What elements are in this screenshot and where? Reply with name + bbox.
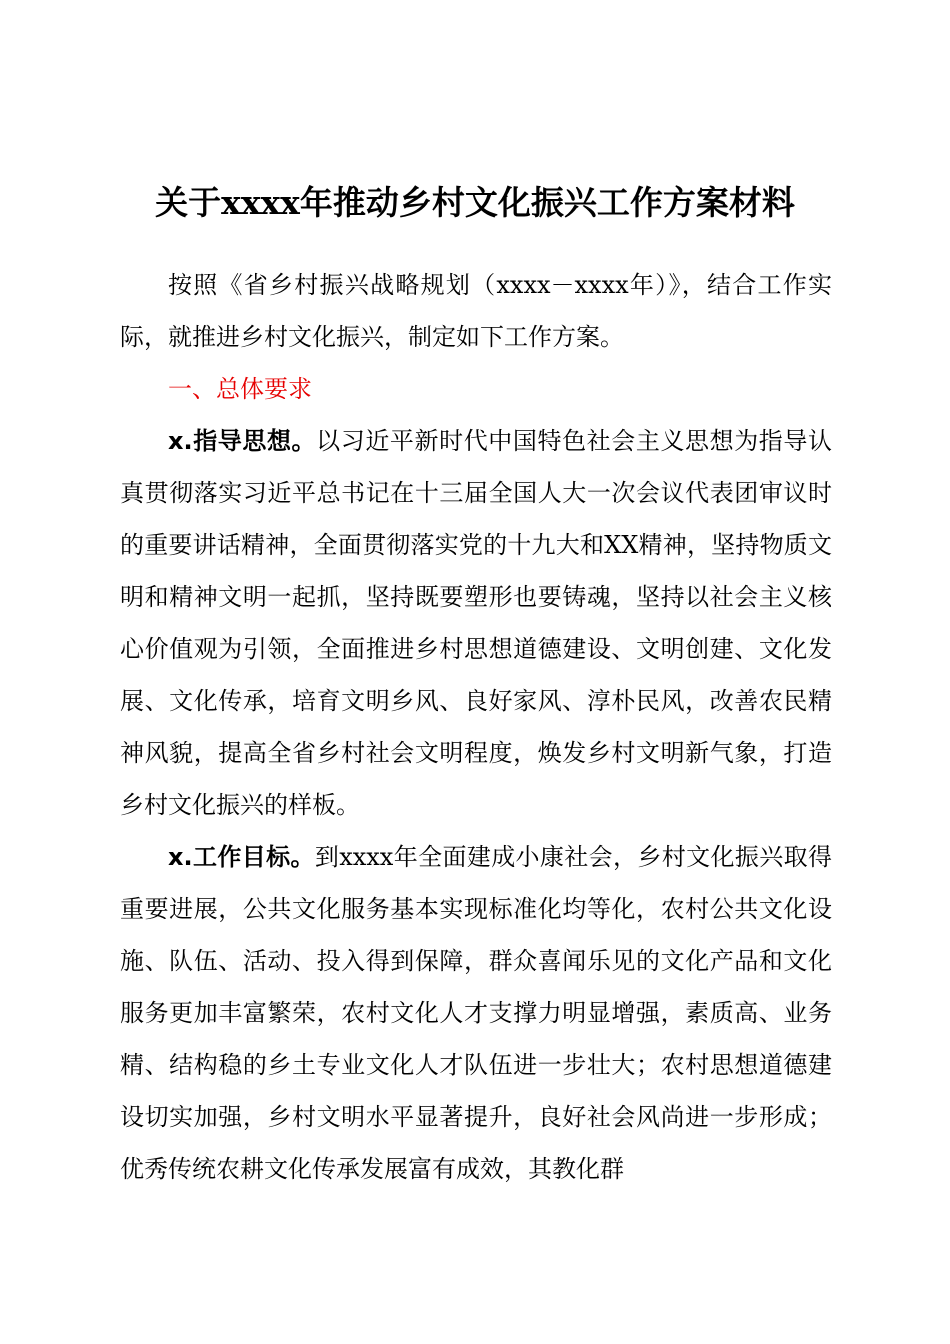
- work-goal-text: 到xxxx年全面建成小康社会，乡村文化振兴取得重要进展，公共文化服务基本实现标准化均等化，农村公共文化设施、队伍、活动、投入得到保障，群众喜闻乐见的文化产品和文化服务更加丰富繁荣，农村文化人才支撑力明显增强，素质高、业务精、结构稳的乡土专业文化人才队伍进一步壮大；农村思想道德建设切实加强，乡村文明水平显著提升，良好社会风尚进一步形成；优秀传统农耕文化传承发展富有成效，其教化群: [120, 843, 832, 1183]
- document-title: 关于xxxx年推动乡村文化振兴工作方案材料: [155, 183, 795, 222]
- section-heading-text: 一、总体要求: [168, 375, 312, 403]
- intro-paragraph: 按照《省乡村振兴战略规划（xxxx－xxxx年）》，结合工作实际，就推进乡村文化振兴，制定如下工作方案。: [120, 271, 832, 351]
- guiding-thought-text: 以习近平新时代中国特色社会主义思想为指导认真贯彻落实习近平总书记在十三届全国人大一次会议代表团审议时的重要讲话精神，全面贯彻落实党的十九大和XX精神，坚持物质文明和精神文明一起抓，坚持既要塑形也要铸魂，坚持以社会主义核心价值观为引领，全面推进乡村思想道德建设、文明创建、文化发展、文化传承，培育文明乡风、良好家风、淳朴民风，改善农民精神风貌，提高全省乡村社会文明程度，焕发乡村文明新气象，打造乡村文化振兴的样板。: [120, 427, 832, 819]
- guiding-thought-lead: x.指导思想。: [168, 427, 317, 455]
- work-goal-lead: x.工作目标。: [168, 843, 315, 871]
- guiding-thought-paragraph: [120, 415, 832, 831]
- document-body: [120, 259, 832, 1195]
- work-goal-paragraph: [120, 831, 832, 1195]
- section-heading: [120, 363, 832, 415]
